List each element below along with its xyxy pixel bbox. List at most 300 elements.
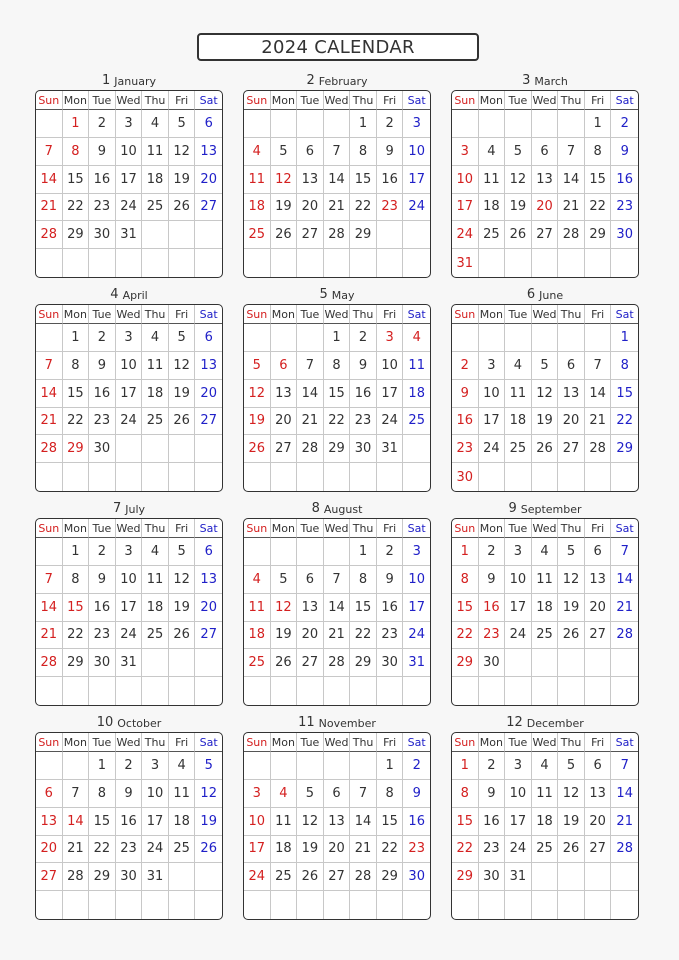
day-cell: 27: [36, 863, 63, 891]
month-number: 10: [96, 715, 114, 730]
day-cell: 18: [532, 594, 559, 622]
day-cell: 19: [558, 808, 585, 836]
weekday-header-tue: Tue: [89, 519, 116, 538]
day-cell: 11: [479, 166, 506, 194]
month-number: 4: [110, 287, 119, 302]
weekday-header-fri: Fri: [169, 733, 196, 752]
day-cell: 25: [142, 194, 169, 222]
day-cell: 18: [244, 622, 271, 650]
day-cell: 5: [169, 324, 196, 352]
day-cell: 16: [350, 380, 377, 408]
empty-day-cell: [324, 891, 351, 919]
day-cell: 23: [350, 408, 377, 436]
empty-day-cell: [611, 891, 638, 919]
empty-day-cell: [532, 891, 559, 919]
day-cell: 12: [271, 594, 298, 622]
day-cell: 12: [558, 566, 585, 594]
day-cell: 8: [350, 138, 377, 166]
day-cell: 5: [271, 138, 298, 166]
day-cell: 12: [169, 352, 196, 380]
day-cell: 16: [377, 166, 404, 194]
day-cell: 23: [377, 622, 404, 650]
empty-day-cell: [611, 863, 638, 891]
empty-day-cell: [271, 677, 298, 705]
weekday-header-mon: Mon: [479, 733, 506, 752]
empty-day-cell: [611, 463, 638, 491]
empty-day-cell: [244, 463, 271, 491]
day-cell: 8: [350, 566, 377, 594]
day-cell: 2: [89, 538, 116, 566]
day-cell: 2: [479, 752, 506, 780]
weekday-header-thu: Thu: [142, 305, 169, 324]
weekday-header-tue: Tue: [89, 91, 116, 110]
weekday-header-sun: Sun: [36, 305, 63, 324]
empty-day-cell: [244, 249, 271, 277]
empty-day-cell: [324, 110, 351, 138]
day-cell: 26: [244, 435, 271, 463]
day-cell: 10: [116, 138, 143, 166]
day-cell: 13: [585, 566, 612, 594]
day-cell: 16: [479, 594, 506, 622]
day-cell: 24: [505, 622, 532, 650]
empty-day-cell: [558, 110, 585, 138]
empty-day-cell: [142, 677, 169, 705]
day-cell: 9: [89, 566, 116, 594]
day-cell: 22: [350, 622, 377, 650]
day-cell: 2: [89, 110, 116, 138]
weekday-header-fri: Fri: [377, 91, 404, 110]
empty-day-cell: [36, 891, 63, 919]
day-cell: 27: [558, 435, 585, 463]
day-cell: 3: [403, 538, 430, 566]
weekday-header-sat: Sat: [195, 91, 222, 110]
day-cell: 14: [611, 566, 638, 594]
weekday-header-sun: Sun: [244, 91, 271, 110]
weekday-header-sun: Sun: [36, 733, 63, 752]
empty-day-cell: [452, 891, 479, 919]
day-cell: 13: [558, 380, 585, 408]
month-number: 7: [112, 501, 122, 516]
weekday-header-tue: Tue: [297, 519, 324, 538]
day-cell: 23: [479, 836, 506, 864]
month-august: [243, 496, 431, 706]
weekday-header-sat: Sat: [611, 519, 638, 538]
day-cell: 5: [271, 566, 298, 594]
day-cell: 13: [195, 352, 222, 380]
day-cell: 1: [350, 110, 377, 138]
weekday-header-thu: Thu: [350, 91, 377, 110]
weekday-header-mon: Mon: [271, 91, 298, 110]
empty-day-cell: [403, 249, 430, 277]
day-cell: 24: [116, 408, 143, 436]
empty-day-cell: [532, 463, 559, 491]
day-cell: 6: [297, 566, 324, 594]
day-cell: 14: [324, 166, 351, 194]
day-cell: 4: [244, 566, 271, 594]
weekday-header-mon: Mon: [271, 733, 298, 752]
empty-day-cell: [585, 863, 612, 891]
day-cell: 16: [479, 808, 506, 836]
month-name: February: [318, 75, 368, 88]
day-cell: 19: [558, 594, 585, 622]
day-cell: 29: [350, 221, 377, 249]
empty-day-cell: [505, 891, 532, 919]
day-cell: 21: [611, 808, 638, 836]
day-cell: 24: [377, 408, 404, 436]
day-cell: 23: [116, 836, 143, 864]
empty-day-cell: [116, 463, 143, 491]
day-cell: 24: [116, 194, 143, 222]
day-cell: 2: [611, 110, 638, 138]
day-cell: 30: [89, 649, 116, 677]
day-cell: 24: [479, 435, 506, 463]
day-cell: 20: [585, 594, 612, 622]
day-cell: 11: [505, 380, 532, 408]
weekday-header-wed: Wed: [116, 305, 143, 324]
day-cell: 11: [142, 566, 169, 594]
weekday-header-thu: Thu: [350, 305, 377, 324]
weekday-header-fri: Fri: [585, 305, 612, 324]
empty-day-cell: [195, 249, 222, 277]
day-cell: 6: [36, 780, 63, 808]
empty-day-cell: [142, 463, 169, 491]
empty-day-cell: [377, 463, 404, 491]
day-cell: 28: [36, 435, 63, 463]
weekday-header-fri: Fri: [585, 519, 612, 538]
day-cell: 12: [195, 780, 222, 808]
empty-day-cell: [244, 752, 271, 780]
day-cell: 25: [142, 408, 169, 436]
empty-day-cell: [558, 324, 585, 352]
empty-day-cell: [195, 221, 222, 249]
day-cell: 19: [532, 408, 559, 436]
day-cell: 4: [403, 324, 430, 352]
day-cell: 8: [324, 352, 351, 380]
day-cell: 1: [324, 324, 351, 352]
month-september: [451, 496, 639, 706]
day-cell: 18: [271, 836, 298, 864]
day-cell: 24: [142, 836, 169, 864]
day-cell: 4: [244, 138, 271, 166]
day-cell: 7: [350, 780, 377, 808]
empty-day-cell: [89, 677, 116, 705]
month-february: [243, 68, 431, 278]
day-cell: 14: [585, 380, 612, 408]
empty-day-cell: [558, 863, 585, 891]
day-cell: 31: [116, 649, 143, 677]
month-number: 2: [306, 73, 315, 88]
weekday-header-sun: Sun: [36, 519, 63, 538]
day-cell: 9: [116, 780, 143, 808]
day-cell: 3: [479, 352, 506, 380]
month-number: 5: [319, 287, 328, 302]
day-cell: 10: [116, 352, 143, 380]
day-cell: 11: [532, 780, 559, 808]
weekday-header-tue: Tue: [89, 305, 116, 324]
day-cell: 28: [324, 649, 351, 677]
empty-day-cell: [297, 538, 324, 566]
month-april: [35, 282, 223, 492]
day-cell: 5: [195, 752, 222, 780]
day-cell: 5: [169, 538, 196, 566]
day-cell: 14: [63, 808, 90, 836]
day-cell: 3: [403, 110, 430, 138]
day-cell: 2: [89, 324, 116, 352]
day-cell: 6: [195, 324, 222, 352]
empty-day-cell: [142, 649, 169, 677]
day-cell: 16: [89, 594, 116, 622]
day-cell: 9: [89, 352, 116, 380]
day-cell: 15: [63, 594, 90, 622]
day-cell: 14: [558, 166, 585, 194]
month-number: 11: [298, 715, 315, 730]
weekday-header-sat: Sat: [403, 519, 430, 538]
empty-day-cell: [297, 752, 324, 780]
day-cell: 9: [479, 780, 506, 808]
day-cell: 9: [377, 138, 404, 166]
day-cell: 15: [350, 594, 377, 622]
weekday-header-tue: Tue: [89, 733, 116, 752]
day-cell: 11: [244, 594, 271, 622]
weekday-header-sat: Sat: [195, 733, 222, 752]
day-cell: 9: [452, 380, 479, 408]
day-cell: 28: [36, 649, 63, 677]
empty-day-cell: [532, 249, 559, 277]
day-cell: 2: [403, 752, 430, 780]
day-cell: 17: [116, 380, 143, 408]
weekday-header-mon: Mon: [63, 733, 90, 752]
day-cell: 30: [479, 863, 506, 891]
month-name: July: [125, 503, 146, 516]
weekday-header-wed: Wed: [532, 519, 559, 538]
weekday-header-sun: Sun: [452, 519, 479, 538]
day-cell: 1: [585, 110, 612, 138]
empty-day-cell: [169, 435, 196, 463]
day-cell: 19: [505, 194, 532, 222]
day-cell: 10: [505, 780, 532, 808]
day-cell: 10: [403, 566, 430, 594]
day-cell: 26: [169, 622, 196, 650]
day-cell: 11: [244, 166, 271, 194]
day-cell: 1: [452, 752, 479, 780]
day-cell: 4: [505, 352, 532, 380]
day-cell: 6: [558, 352, 585, 380]
day-cell: 17: [505, 594, 532, 622]
day-cell: 29: [63, 221, 90, 249]
empty-day-cell: [169, 463, 196, 491]
day-cell: 9: [89, 138, 116, 166]
month-number: 8: [311, 501, 320, 516]
day-cell: 26: [271, 221, 298, 249]
day-cell: 10: [403, 138, 430, 166]
day-cell: 15: [377, 808, 404, 836]
month-name: March: [534, 75, 568, 88]
month-grid: [451, 518, 639, 706]
day-cell: 25: [403, 408, 430, 436]
weekday-header-thu: Thu: [142, 733, 169, 752]
day-cell: 6: [195, 538, 222, 566]
day-cell: 18: [142, 380, 169, 408]
day-cell: 29: [324, 435, 351, 463]
day-cell: 4: [169, 752, 196, 780]
empty-day-cell: [505, 324, 532, 352]
day-cell: 21: [611, 594, 638, 622]
empty-day-cell: [505, 677, 532, 705]
day-cell: 30: [479, 649, 506, 677]
day-cell: 20: [585, 808, 612, 836]
empty-day-cell: [63, 752, 90, 780]
day-cell: 2: [116, 752, 143, 780]
month-name: April: [122, 289, 148, 302]
day-cell: 17: [403, 166, 430, 194]
day-cell: 13: [36, 808, 63, 836]
day-cell: 13: [532, 166, 559, 194]
weekday-header-wed: Wed: [324, 91, 351, 110]
day-cell: 20: [324, 836, 351, 864]
day-cell: 27: [195, 408, 222, 436]
day-cell: 20: [195, 594, 222, 622]
day-cell: 6: [585, 752, 612, 780]
day-cell: 21: [63, 836, 90, 864]
weekday-header-sun: Sun: [244, 305, 271, 324]
empty-day-cell: [585, 677, 612, 705]
month-name: January: [114, 75, 156, 88]
day-cell: 20: [532, 194, 559, 222]
day-cell: 11: [532, 566, 559, 594]
empty-day-cell: [36, 249, 63, 277]
empty-day-cell: [63, 891, 90, 919]
empty-day-cell: [116, 677, 143, 705]
empty-day-cell: [585, 463, 612, 491]
empty-day-cell: [324, 752, 351, 780]
month-grid: [243, 518, 431, 706]
month-december: [451, 710, 639, 920]
day-cell: 7: [585, 352, 612, 380]
empty-day-cell: [271, 538, 298, 566]
day-cell: 25: [142, 622, 169, 650]
day-cell: 16: [89, 380, 116, 408]
day-cell: 7: [611, 538, 638, 566]
month-name: October: [117, 717, 162, 730]
month-number: 6: [526, 287, 536, 302]
day-cell: 8: [63, 352, 90, 380]
empty-day-cell: [479, 110, 506, 138]
weekday-header-mon: Mon: [271, 519, 298, 538]
month-grid: [35, 518, 223, 706]
day-cell: 8: [377, 780, 404, 808]
weekday-header-sat: Sat: [611, 91, 638, 110]
empty-day-cell: [403, 891, 430, 919]
weekday-header-wed: Wed: [532, 305, 559, 324]
month-name: November: [318, 717, 376, 730]
day-cell: 14: [611, 780, 638, 808]
day-cell: 1: [377, 752, 404, 780]
empty-day-cell: [532, 649, 559, 677]
day-cell: 11: [403, 352, 430, 380]
day-cell: 16: [452, 408, 479, 436]
day-cell: 28: [558, 221, 585, 249]
empty-day-cell: [403, 435, 430, 463]
empty-day-cell: [377, 677, 404, 705]
day-cell: 26: [558, 836, 585, 864]
day-cell: 23: [452, 435, 479, 463]
day-cell: 27: [324, 863, 351, 891]
day-cell: 31: [116, 221, 143, 249]
month-july: [35, 496, 223, 706]
day-cell: 29: [377, 863, 404, 891]
empty-day-cell: [36, 324, 63, 352]
day-cell: 28: [297, 435, 324, 463]
empty-day-cell: [452, 677, 479, 705]
empty-day-cell: [63, 677, 90, 705]
day-cell: 21: [350, 836, 377, 864]
empty-day-cell: [89, 463, 116, 491]
day-cell: 15: [324, 380, 351, 408]
day-cell: 18: [169, 808, 196, 836]
empty-day-cell: [297, 110, 324, 138]
month-header: [243, 68, 431, 90]
day-cell: 9: [479, 566, 506, 594]
weekday-header-sat: Sat: [403, 733, 430, 752]
day-cell: 14: [350, 808, 377, 836]
weekday-header-sun: Sun: [244, 519, 271, 538]
day-cell: 30: [89, 435, 116, 463]
empty-day-cell: [142, 249, 169, 277]
day-cell: 18: [505, 408, 532, 436]
weekday-header-sat: Sat: [611, 733, 638, 752]
day-cell: 5: [169, 110, 196, 138]
day-cell: 21: [324, 194, 351, 222]
day-cell: 15: [63, 380, 90, 408]
day-cell: 4: [142, 110, 169, 138]
weekday-header-sun: Sun: [244, 733, 271, 752]
day-cell: 20: [195, 166, 222, 194]
empty-day-cell: [377, 891, 404, 919]
empty-day-cell: [585, 324, 612, 352]
weekday-header-mon: Mon: [479, 91, 506, 110]
day-cell: 28: [585, 435, 612, 463]
month-june: [451, 282, 639, 492]
day-cell: 14: [324, 594, 351, 622]
day-cell: 22: [63, 622, 90, 650]
empty-day-cell: [89, 891, 116, 919]
empty-day-cell: [169, 891, 196, 919]
day-cell: 12: [297, 808, 324, 836]
weekday-header-tue: Tue: [505, 733, 532, 752]
day-cell: 20: [36, 836, 63, 864]
day-cell: 26: [169, 194, 196, 222]
day-cell: 29: [611, 435, 638, 463]
month-header: [243, 282, 431, 304]
day-cell: 17: [116, 166, 143, 194]
day-cell: 6: [532, 138, 559, 166]
day-cell: 27: [195, 622, 222, 650]
day-cell: 2: [377, 538, 404, 566]
day-cell: 22: [350, 194, 377, 222]
day-cell: 1: [89, 752, 116, 780]
day-cell: 3: [116, 324, 143, 352]
day-cell: 11: [271, 808, 298, 836]
day-cell: 6: [585, 538, 612, 566]
empty-day-cell: [169, 863, 196, 891]
empty-day-cell: [169, 677, 196, 705]
month-header: [451, 282, 639, 304]
day-cell: 26: [271, 649, 298, 677]
day-cell: 30: [611, 221, 638, 249]
weekday-header-wed: Wed: [532, 91, 559, 110]
weekday-header-mon: Mon: [63, 519, 90, 538]
empty-day-cell: [611, 677, 638, 705]
